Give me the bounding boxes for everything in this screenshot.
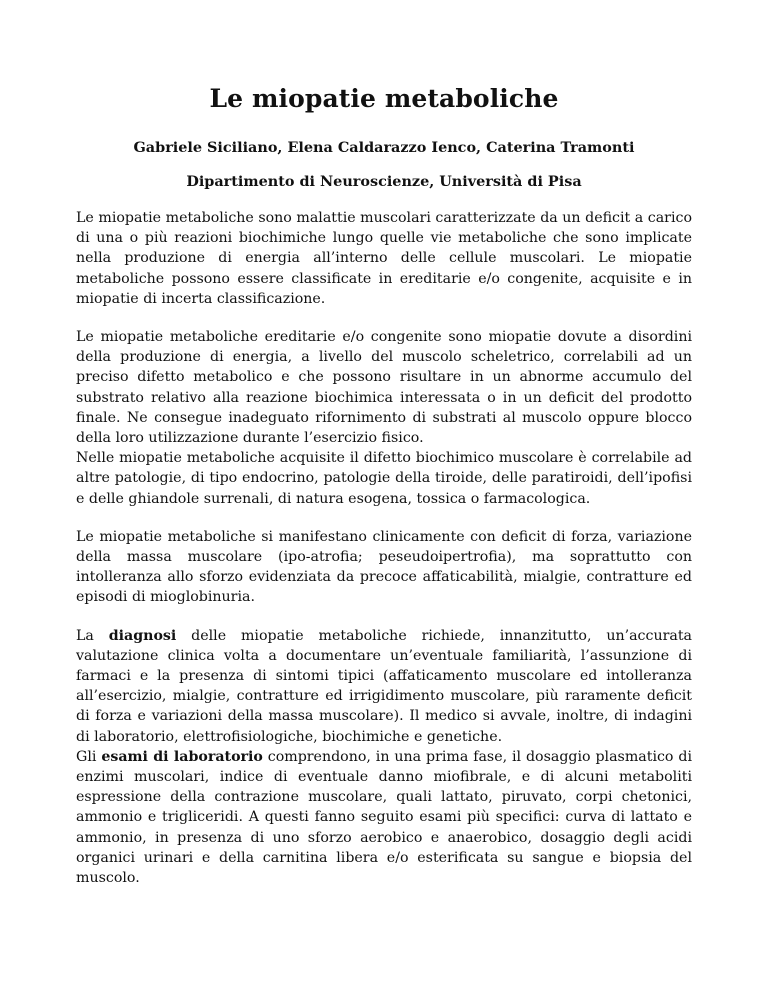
document-title: Le miopatie metaboliche — [209, 84, 559, 113]
diagnosis-text: delle miopatie metaboliche richiede, innanzitutto, un’accurata valutazione clinica volta a documentare un’eventuale familiarità, l’assunzione di farmaci e la presenza di sintomi tipici (affaticamento muscolare ed intolleranza all’esercizio, mialgie, contratture ed irrigidimento muscolare, più raramente deficit di forza e variazioni della massa muscolare). Il medico si avvale, inoltre, di indagini di laboratorio, elettrofisiologiche, biochimiche e genetiche. — [76, 627, 692, 745]
paragraph-clinical: Le miopatie metaboliche si manifestano clinicamente con deficit di forza, variazione della massa muscolare (ipo-atrofia; peseudoipertrofia), ma soprattutto con intolleranza allo sforzo evidenziata da precoce affaticabilità, mialgie, contratture ed episodi di mioglobinuria. — [76, 528, 692, 606]
paragraph-hereditary: Le miopatie metaboliche ereditarie e/o congenite sono miopatie dovute a disordini della produzione di energia, a livello del muscolo scheletrico, correlabili ad un preciso difetto metabolico e che possono risultare in un abnorme accumulo del substrato relativo alla reazione biochimica interessata o in un deficit del prodotto finale. Ne consegue inadeguato rifornimento di substrati al muscolo oppure blocco della loro utilizzazione durante l’esercizio fisico. — [76, 329, 692, 447]
diagnosis-prefix: La — [76, 627, 109, 644]
authors: Gabriele Siciliano, Elena Caldarazzo Ienco, Caterina Tramonti — [133, 139, 635, 156]
paragraph-acquired: Nelle miopatie metaboliche acquisite il difetto biochimico muscolare è correlabile ad altre patologie, di tipo endocrino, patologie della tiroide, delle paratiroidi, dell’ipofisi e delle ghiandole surrenali, di natura esogena, tossica o farmacologica. — [76, 450, 692, 507]
paragraph-diagnosis — [76, 626, 692, 747]
diagnosis-keyword: diagnosi — [108, 627, 177, 644]
paragraph-lab-tests — [76, 747, 692, 888]
lab-text: comprendono, in una prima fase, il dosaggio plasmatico di enzimi muscolari, indice di eventuale danno miofibrale, e di alcuni metaboliti espressione della contrazione muscolare, quali lattato, piruvato, corpi chetonici, ammonio e trigliceridi. A questi fanno seguito esami più specifici: curva di lattato e ammonio, in presenza di uno sforzo aerobico e anaerobico, dosaggio degli acidi organici urinari e della carnitina libera e/o esterificata su sangue e biopsia del muscolo. — [76, 748, 692, 887]
affiliation: Dipartimento di Neuroscienze, Università di Pisa — [186, 173, 582, 190]
lab-prefix: Gli — [76, 748, 102, 765]
lab-keyword: esami di laboratorio — [101, 748, 263, 765]
document-page — [76, 84, 692, 906]
paragraph-intro: Le miopatie metaboliche sono malattie muscolari caratterizzate da un deficit a carico di una o più reazioni biochimiche lungo quelle vie metaboliche che sono implicate nella produzione di energia all’interno delle cellule muscolari. Le miopatie metaboliche possono essere classificate in ereditarie e/o congenite, acquisite e in miopatie di incerta classificazione. — [76, 210, 692, 307]
